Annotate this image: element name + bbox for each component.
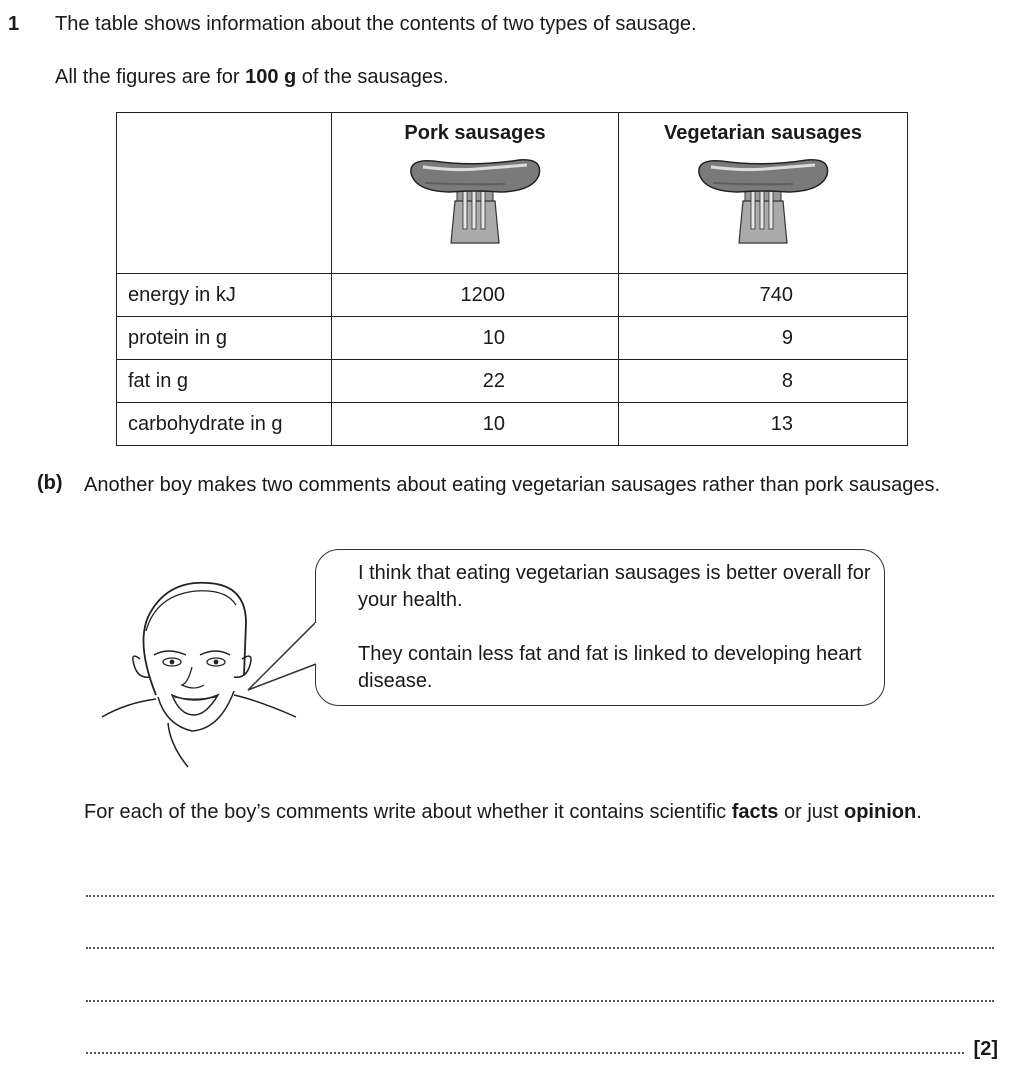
question-intro: The table shows information about the contents of two types of sausage. — [55, 13, 697, 35]
row-label: protein in g — [117, 317, 332, 360]
sausage-on-fork-icon — [405, 157, 545, 245]
pork-value: 10 — [482, 412, 505, 435]
sausage-on-fork-icon — [693, 157, 833, 245]
table-row — [117, 403, 908, 446]
veg-value: 8 — [781, 369, 793, 392]
veg-value: 740 — [759, 283, 793, 306]
row-label: fat in g — [117, 360, 332, 403]
row-label: carbohydrate in g — [117, 403, 332, 446]
table-row — [117, 360, 908, 403]
column-header-vegetarian: Vegetarian sausages — [619, 113, 908, 274]
answer-line[interactable] — [86, 1000, 994, 1002]
instruction-text: For each of the boy’s comments write about whether it contains scientific facts or just opinion. — [84, 801, 922, 823]
answer-line[interactable] — [86, 895, 994, 897]
table-row — [117, 317, 908, 360]
column-header-pork: Pork sausages — [332, 113, 619, 274]
part-b-text: Another boy makes two comments about eating vegetarian sausages rather than pork sausages. — [84, 474, 941, 496]
speech-comment-1: I think that eating vegetarian sausages is better overall for your health. — [358, 562, 871, 611]
speech-text — [358, 560, 878, 695]
note-bold-amount: 100 g — [245, 66, 297, 88]
question-note: All the figures are for 100 g of the sausages. — [55, 66, 449, 88]
veg-value: 9 — [781, 326, 793, 349]
nutrition-table — [116, 112, 908, 446]
speech-comment-2: They contain less fat and fat is linked to developing heart disease. — [358, 643, 862, 692]
pork-value: 22 — [482, 369, 505, 392]
part-b-label: (b) — [37, 472, 63, 494]
pork-value: 1200 — [460, 283, 505, 306]
table-corner-cell — [117, 113, 332, 274]
speech-bubble-tail — [244, 620, 320, 692]
answer-line[interactable] — [86, 1052, 964, 1054]
row-label: energy in kJ — [117, 274, 332, 317]
opinion-bold: opinion — [844, 801, 917, 823]
question-number: 1 — [8, 13, 20, 35]
marks-label: [2] — [973, 1038, 998, 1060]
facts-bold: facts — [731, 801, 779, 823]
pork-value: 10 — [482, 326, 505, 349]
table-row — [117, 274, 908, 317]
veg-value: 13 — [770, 412, 793, 435]
answer-line[interactable] — [86, 947, 994, 949]
